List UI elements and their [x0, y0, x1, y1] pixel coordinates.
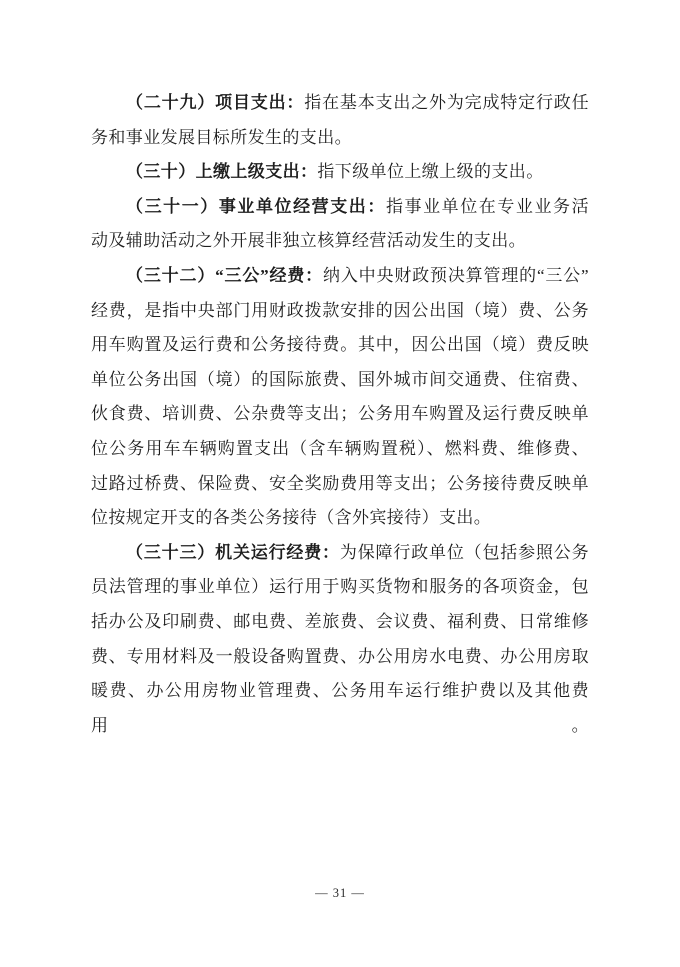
text-line: [91, 224, 589, 259]
text-line: [91, 259, 589, 294]
clause-32-three-public-funds: [91, 259, 589, 536]
clause-31-institution-operating-expenditure: [91, 190, 589, 259]
clause-heading: （二十九）项目支出：: [126, 93, 305, 112]
clause-text: 暖费、办公用房物业管理费、公务用车运行维护费以及其他费用。: [91, 681, 589, 735]
clause-text: 指事业单位在专业业务活: [385, 196, 589, 216]
clause-text: 伙食费、培训费、公杂费等支出；公务用车购置及运行费反映单: [91, 404, 589, 424]
text-line: [91, 190, 589, 225]
clause-text: 单位公务出国（境）的国际旅费、国外城市间交通费、住宿费、: [91, 369, 589, 389]
text-line: [91, 397, 589, 432]
text-line: [91, 363, 589, 398]
clause-heading: （三十）上缴上级支出：: [126, 162, 318, 182]
clause-text: 费、专用材料及一般设备购置费、办公用房水电费、办公用房取: [91, 646, 589, 666]
clause-29-project-expenditure: [91, 86, 589, 155]
clause-text: 过路过桥费、保险费、安全奖励费用等支出；公务接待费反映单: [91, 473, 589, 493]
clause-heading: （三十一）事业单位经营支出：: [126, 196, 386, 216]
clause-30-payment-to-superior: [91, 155, 589, 190]
text-line: [91, 432, 589, 467]
clause-text: 纳入中央财政预决算管理的“三公”: [323, 265, 589, 285]
text-line: [91, 570, 589, 605]
text-line: [91, 536, 589, 571]
text-line: [91, 674, 589, 735]
clause-text: 为保障行政单位（包括参照公务: [339, 542, 589, 562]
clause-heading: （三十三）机关运行经费：: [126, 542, 340, 562]
text-line: [91, 640, 589, 675]
clause-text: 指在基本支出之外为完成特定行政任: [304, 93, 590, 112]
page-number: — 31 —: [315, 886, 365, 900]
text-line: [91, 294, 589, 329]
clause-text: 用车购置及运行费和公务接待费。其中，因公出国（境）费反映: [91, 335, 589, 355]
clause-text: 员法管理的事业单位）运行用于购买货物和服务的各项资金，包: [91, 577, 589, 597]
text-line: [91, 501, 589, 536]
text-line: [91, 86, 589, 121]
clause-text: 位按规定开支的各类公务接待（含外宾接待）支出。: [91, 508, 492, 528]
clause-heading: （三十二）“三公”经费：: [126, 265, 323, 285]
clause-text: 指下级单位上缴上级的支出。: [317, 162, 544, 182]
clause-text: 位公务用车车辆购置支出（含车辆购置税）、燃料费、维修费、: [91, 438, 589, 458]
text-line: [91, 155, 589, 190]
clause-text: 动及辅助活动之外开展非独立核算经营活动发生的支出。: [91, 231, 526, 251]
text-line: [91, 467, 589, 502]
clause-33-agency-operating-funds: [91, 536, 589, 735]
text-line: [91, 605, 589, 640]
text-line: [91, 121, 589, 156]
text-line: [91, 328, 589, 363]
document-body: [91, 86, 590, 735]
clause-text: 括办公及印刷费、邮电费、差旅费、会议费、福利费、日常维修: [91, 611, 589, 631]
clause-text: 务和事业发展目标所发生的支出。: [91, 127, 352, 147]
clause-text: 经费，是指中央部门用财政拨款安排的因公出国（境）费、公务: [91, 300, 589, 320]
